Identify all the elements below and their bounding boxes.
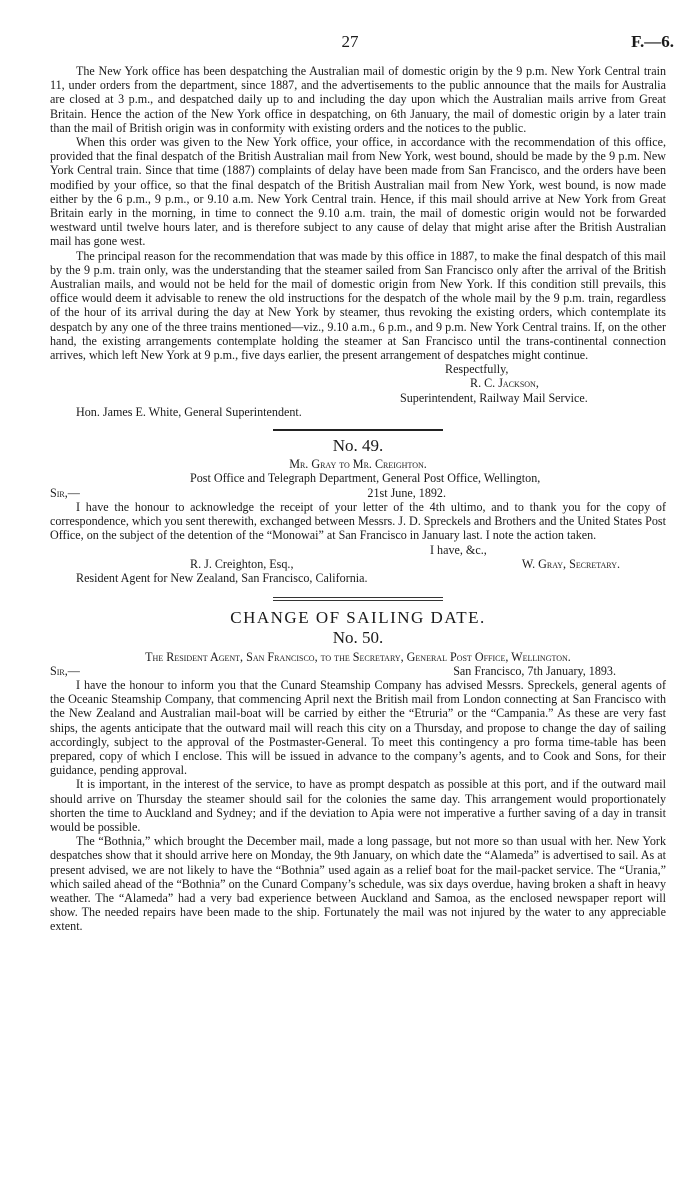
- signatory-name: R. C. Jackson,: [470, 376, 539, 391]
- letter-number: No. 50.: [332, 628, 384, 648]
- paragraph: I have the honour to inform you that the Cunard Steamship Company has advised Messrs. Spreckels, general agents of the Oceanic Steamship Company, that commencing April next the British mail from London connecting at San Francisco with the New Zealand and Australian mail-boat will be carried by either the “Etruria” or the “Campania.” As these are very fast ships, the agents anticipate that the outward mail will reach this city on a Thursday, and propose to change the day of sailing accordingly, subject to the approval of the Postmaster-General. To meet this contingency a pro forma time-table has been prepared, copy of which I enclose. This will be issued in advance to the company’s agents, and to Cook and Sons, for their guidance, pending approval.: [50, 677, 666, 778]
- letter-number: No. 49.: [332, 436, 384, 456]
- recipient-signatory-row: [50, 557, 666, 571]
- letter-address: Post Office and Telegraph Department, General Post Office, Wellington,: [190, 471, 541, 486]
- section-divider: [273, 429, 443, 431]
- recipient-title: Resident Agent for New Zealand, San Francisco, California.: [76, 570, 368, 585]
- salutation-date-row: [50, 664, 666, 678]
- salutation-date-row: [50, 486, 666, 500]
- addressee: Hon. James E. White, General Superintendent.: [76, 404, 302, 419]
- section-title: CHANGE OF SAILING DATE.: [230, 608, 486, 628]
- closing: Respectfully,: [445, 362, 509, 377]
- section-divider: [273, 597, 443, 601]
- letter-date: San Francisco, 7th January, 1893.: [453, 663, 616, 678]
- paragraph: I have the honour to acknowledge the receipt of your letter of the 4th ultimo, and to thank you for the copy of correspondence, which you sent therewith, exchanged between Messrs. J. D. Spreckels and Brothers and the United States Post Office, on the subject of the detention of the “Monowai” at San Francisco in January last. I note the action taken.: [50, 499, 666, 543]
- signatory-name: W. Gray, Secretary.: [521, 556, 620, 571]
- salutation: Sir,—: [50, 485, 80, 500]
- document-reference: F.—6.: [631, 32, 674, 51]
- closing: I have, &c.,: [430, 542, 487, 557]
- salutation: Sir,—: [50, 663, 80, 678]
- recipient-name: R. J. Creighton, Esq.,: [190, 556, 294, 571]
- page-body: [50, 64, 666, 934]
- signature-block: [50, 362, 666, 405]
- letter-from-to: Mr. Gray to Mr. Creighton.: [289, 457, 427, 472]
- paragraph: The New York office has been despatching the Australian mail of domestic origin by the 9 p.m. New York Central train 11, under orders from the department, since 1887, and the advertisements to the public announce that the mails for Australia are closed at 3 p.m., and despatched daily up to and including the day upon which the Australian mails arrive from Great Britain. Hence the action of the New York office in despatching, on 6th January, the mail of domestic origin by a later train than the mail of British origin was in conformity with existing orders and the notices to the public.: [50, 64, 666, 135]
- letter-date: 21st June, 1892.: [367, 485, 446, 500]
- signatory-title: Superintendent, Railway Mail Service.: [400, 390, 588, 405]
- paragraph: The “Bothnia,” which brought the December mail, made a long passage, but not more so than usual with her. New York despatches show that it should arrive here on Monday, the 9th January, on which date the “Alameda” is advertised to sail. As at present advised, we are not likely to have the “Bothnia” used again as a relief boat for the mail-packet service. The “Urania,” which sailed ahead of the “Bothnia” on the Cunard Company’s schedule, was six days overdue, having broken a shaft in heavy weather. The “Alameda” had a very bad experience between Auckland and Samoa, as the enclosed newspaper report will show. The needed repairs have been made to the ship. Fortunately the mail was not injured by the water to any appreciable extent.: [50, 834, 666, 934]
- page-number: 27: [341, 32, 359, 51]
- letter-from-to: The Resident Agent, San Francisco, to the Secretary, General Post Office, Wellington.: [145, 649, 571, 664]
- paragraph: The principal reason for the recommendation that was made by this office in 1887, to make the final despatch of this mail by the 9 p.m. train only, was the understanding that the steamer sailed from San Francisco only after the arrival of the British Australian mails, and would not be held for the mail of domestic origin from New York. If this condition still prevails, this office would deem it advisable to renew the old instructions for the despatch of the whole mail by the 9 p.m. train, regardless of the hour of its arrival during the day at New York by steamer, thus revoking the existing orders, which contemplate its despatch by any one of the three trains mentioned—viz., 9.10 a.m., 6 p.m., and 9 p.m. New York Central trains. If, on the other hand, the existing arrangements contemplate holding the steamer at San Francisco until the trans-continental connection arrives, which left New York at 9 p.m., five days earlier, the present arrangement of despatches might continue.: [50, 248, 666, 363]
- paragraph: When this order was given to the New York office, your office, in accordance with the recommendation of this office, provided that the final despatch of the British Australian mail from New York, west bound, should be made by the 9 p.m. New York Central train. Since that time (1887) complaints of delay have been made from San Francisco, and the orders have been modified by your office, so that the final despatch of the British Australian mail from New York, west bound, is now made either by the 6 p.m., 9 p.m., or 9.10 a.m. New York Central train. Hence, if this mail should arrive at New York from Great Britain early in the morning, in time to connect the 9.10 a.m. train, the mail of domestic origin would not be forwarded westward until twelve hours later, and is therefore subject to any cause of delay that might arise after the British Australian mail has gone west.: [50, 135, 666, 249]
- paragraph: It is important, in the interest of the service, to have as prompt despatch as possible at this port, and if the outward mail should arrive on Thursday the steamer should sail for the colonies the same day. This arrangement would proportionately shorten the time to Auckland and Sydney; and if the deviation to Apia were not imperative a further saving of a day in transit would be possible.: [50, 777, 666, 834]
